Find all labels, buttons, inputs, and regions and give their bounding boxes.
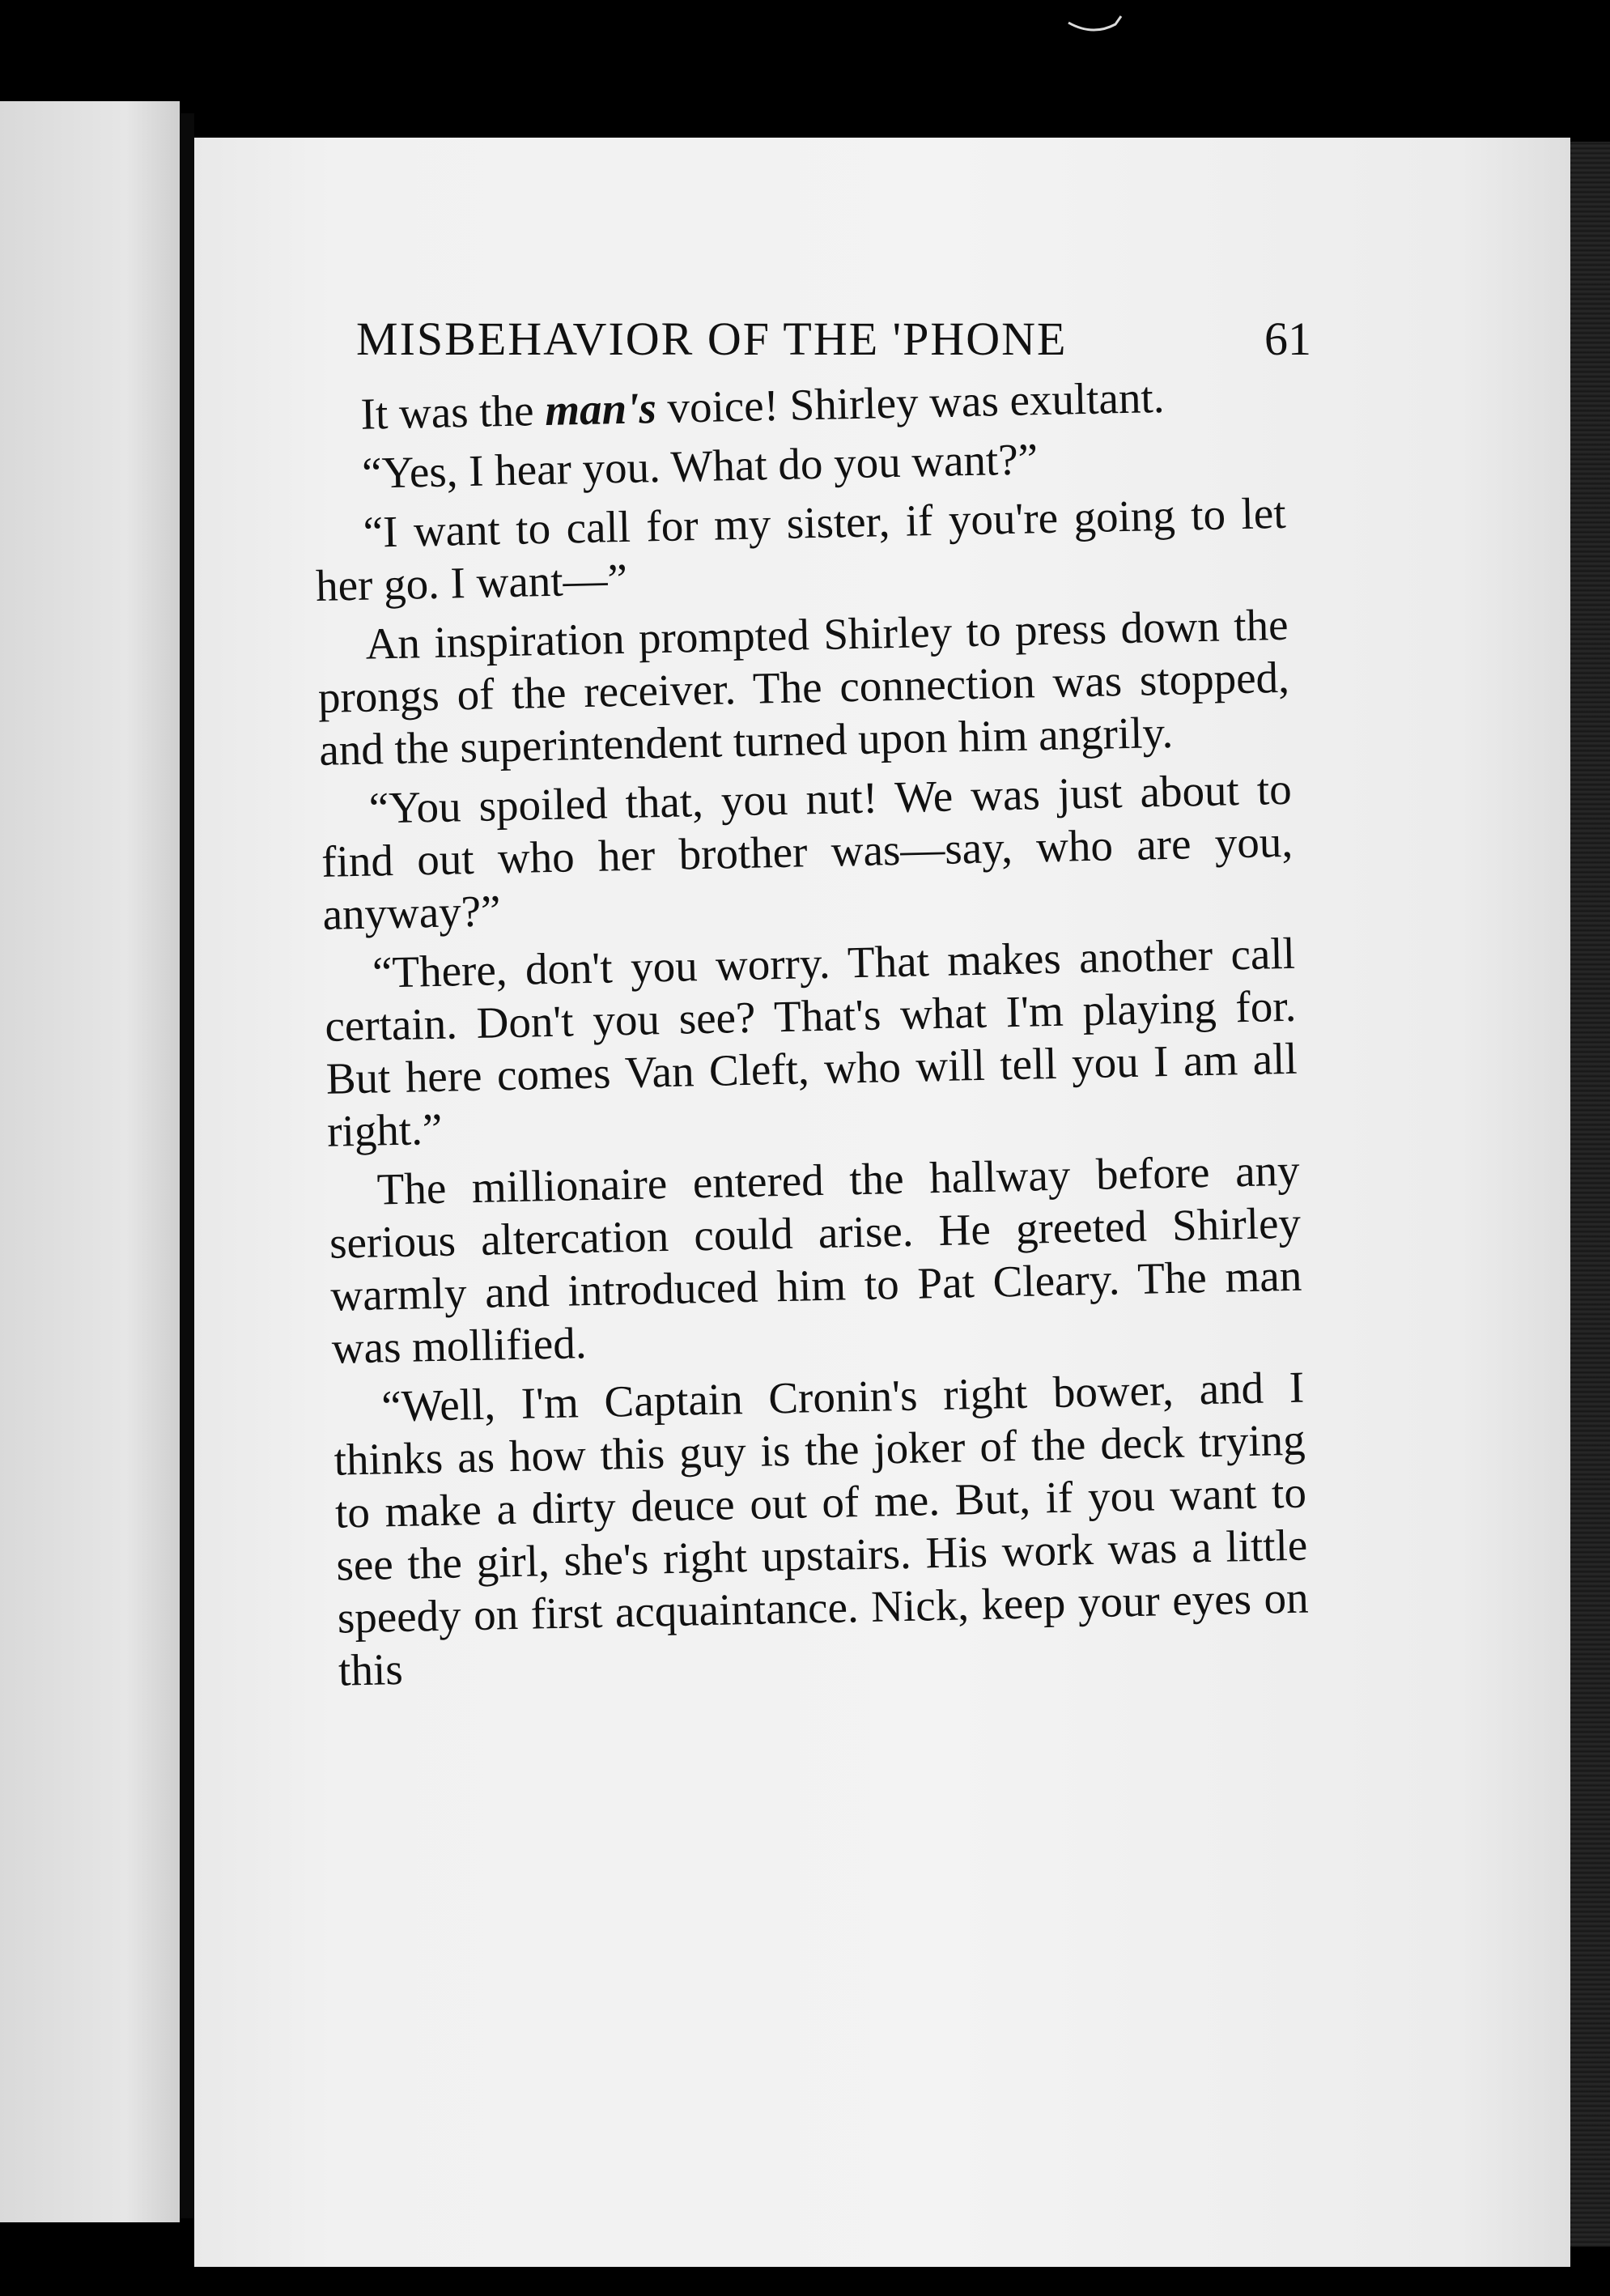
body-text: [312, 368, 1311, 1703]
page-stack-edge: [1570, 142, 1610, 2247]
scan-mark: [1052, 0, 1133, 49]
paragraph: “I want to call for my sister, if you're going to let her go. I want—”: [315, 487, 1287, 610]
paragraph: “There, don't you worry. That makes another call certain. Don't you see? That's what I'm playing for. But here comes Van Cleft, who will tell you I am all right.”: [324, 928, 1298, 1156]
running-head: MISBEHAVIOR OF THE 'PHONE: [356, 313, 1068, 365]
paragraph: The millionaire entered the hallway before any serious altercation could arise. He greeted Shirley warmly and introduced him to Pat Cleary. The man was mollified.: [329, 1145, 1302, 1373]
paragraph: “You spoiled that, you nut! We was just about to find out who her brother was—say, who are you, anyway?”: [321, 763, 1294, 939]
emphasis: man's: [544, 383, 657, 435]
paragraph-text: It was the: [360, 385, 546, 439]
paragraph: An inspiration prompted Shirley to press down the prongs of the receiver. The connection was stopped, and the superintendent turned upon him angrily.: [317, 599, 1290, 775]
page-number: 61: [1264, 313, 1311, 365]
page-header: [356, 312, 1311, 366]
paragraph-text: voice! Shirley was exultant.: [656, 372, 1165, 433]
gutter: [180, 113, 194, 2218]
paragraph: “Yes, I hear you. What do you want?”: [361, 434, 1039, 498]
facing-page-edge: [0, 101, 180, 2222]
paragraph: “Well, I'm Captain Cronin's right bower, and I thinks as how this guy is the joker of the deck trying to make a dirty deuce out of me. But, if you want to see the girl, she's right upstairs. His work was a little speedy on first acquaintance. Nick, keep your eyes on this: [333, 1362, 1310, 1695]
